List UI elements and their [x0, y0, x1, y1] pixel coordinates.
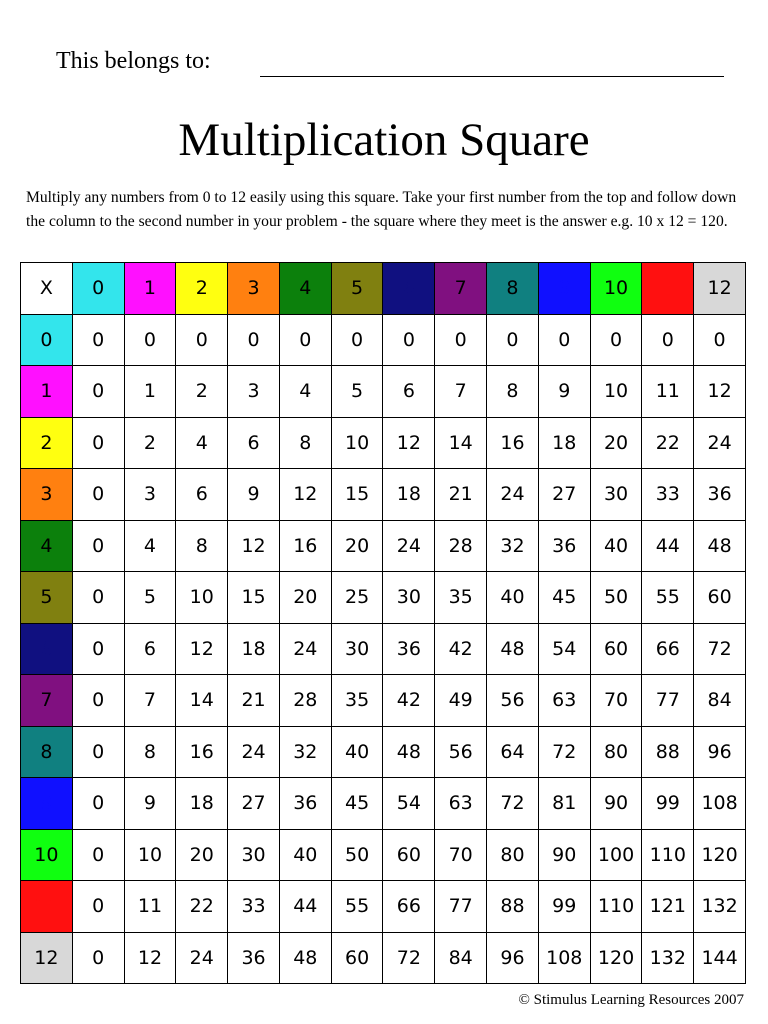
row-header-0: 0 [21, 315, 73, 367]
product-cell: 8 [125, 727, 177, 779]
product-cell: 70 [591, 675, 643, 727]
product-cell: 110 [591, 881, 643, 933]
product-cell: 120 [694, 830, 746, 882]
product-cell: 24 [383, 521, 435, 573]
product-cell: 72 [694, 624, 746, 676]
product-cell: 12 [125, 933, 177, 985]
column-header-10: 10 [591, 263, 643, 315]
product-cell: 50 [332, 830, 384, 882]
product-cell: 66 [642, 624, 694, 676]
product-cell: 24 [280, 624, 332, 676]
product-cell: 24 [176, 933, 228, 985]
product-cell: 40 [280, 830, 332, 882]
product-cell: 84 [694, 675, 746, 727]
name-line[interactable] [260, 76, 724, 77]
product-cell: 2 [176, 366, 228, 418]
product-cell: 4 [125, 521, 177, 573]
product-cell: 45 [539, 572, 591, 624]
product-cell: 0 [73, 366, 125, 418]
product-cell: 54 [383, 778, 435, 830]
product-cell: 42 [435, 624, 487, 676]
product-cell: 48 [694, 521, 746, 573]
product-cell: 0 [280, 315, 332, 367]
product-cell: 0 [642, 315, 694, 367]
product-cell: 132 [642, 933, 694, 985]
product-cell: 96 [694, 727, 746, 779]
product-cell: 21 [228, 675, 280, 727]
product-cell: 9 [228, 469, 280, 521]
column-header-1: 1 [125, 263, 177, 315]
product-cell: 81 [539, 778, 591, 830]
product-cell: 36 [383, 624, 435, 676]
product-cell: 70 [435, 830, 487, 882]
product-cell: 44 [280, 881, 332, 933]
product-cell: 0 [228, 315, 280, 367]
product-cell: 24 [228, 727, 280, 779]
product-cell: 16 [176, 727, 228, 779]
product-cell: 72 [539, 727, 591, 779]
product-cell: 0 [435, 315, 487, 367]
product-cell: 8 [176, 521, 228, 573]
column-header-9: 9 [539, 263, 591, 315]
product-cell: 77 [435, 881, 487, 933]
product-cell: 0 [73, 727, 125, 779]
product-cell: 18 [539, 418, 591, 470]
product-cell: 42 [383, 675, 435, 727]
product-cell: 4 [176, 418, 228, 470]
product-cell: 16 [487, 418, 539, 470]
product-cell: 0 [487, 315, 539, 367]
product-cell: 99 [539, 881, 591, 933]
product-cell: 10 [176, 572, 228, 624]
product-cell: 63 [435, 778, 487, 830]
product-cell: 1 [125, 366, 177, 418]
product-cell: 30 [591, 469, 643, 521]
product-cell: 0 [73, 675, 125, 727]
product-cell: 72 [383, 933, 435, 985]
product-cell: 84 [435, 933, 487, 985]
product-cell: 48 [487, 624, 539, 676]
product-cell: 12 [176, 624, 228, 676]
product-cell: 50 [591, 572, 643, 624]
product-cell: 120 [591, 933, 643, 985]
product-cell: 0 [125, 315, 177, 367]
product-cell: 5 [125, 572, 177, 624]
product-cell: 22 [642, 418, 694, 470]
product-cell: 25 [332, 572, 384, 624]
column-header-8: 8 [487, 263, 539, 315]
product-cell: 0 [73, 778, 125, 830]
product-cell: 40 [487, 572, 539, 624]
product-cell: 45 [332, 778, 384, 830]
product-cell: 27 [539, 469, 591, 521]
product-cell: 100 [591, 830, 643, 882]
product-cell: 9 [125, 778, 177, 830]
product-cell: 55 [642, 572, 694, 624]
product-cell: 22 [176, 881, 228, 933]
product-cell: 0 [73, 933, 125, 985]
product-cell: 63 [539, 675, 591, 727]
product-cell: 64 [487, 727, 539, 779]
product-cell: 11 [125, 881, 177, 933]
product-cell: 48 [280, 933, 332, 985]
product-cell: 8 [487, 366, 539, 418]
row-header-7: 7 [21, 675, 73, 727]
product-cell: 0 [332, 315, 384, 367]
product-cell: 0 [73, 572, 125, 624]
row-header-12: 12 [21, 933, 73, 985]
product-cell: 24 [487, 469, 539, 521]
product-cell: 132 [694, 881, 746, 933]
column-header-2: 2 [176, 263, 228, 315]
row-header-9: 9 [21, 778, 73, 830]
product-cell: 2 [125, 418, 177, 470]
column-header-5: 5 [332, 263, 384, 315]
product-cell: 121 [642, 881, 694, 933]
product-cell: 15 [228, 572, 280, 624]
product-cell: 18 [176, 778, 228, 830]
product-cell: 72 [487, 778, 539, 830]
product-cell: 30 [383, 572, 435, 624]
product-cell: 7 [125, 675, 177, 727]
product-cell: 36 [280, 778, 332, 830]
product-cell: 48 [383, 727, 435, 779]
row-header-4: 4 [21, 521, 73, 573]
product-cell: 20 [280, 572, 332, 624]
row-header-11: 11 [21, 881, 73, 933]
product-cell: 108 [694, 778, 746, 830]
product-cell: 60 [332, 933, 384, 985]
product-cell: 6 [383, 366, 435, 418]
column-header-3: 3 [228, 263, 280, 315]
product-cell: 144 [694, 933, 746, 985]
product-cell: 88 [642, 727, 694, 779]
product-cell: 21 [435, 469, 487, 521]
product-cell: 0 [73, 315, 125, 367]
multiplication-grid [20, 262, 746, 984]
product-cell: 0 [73, 624, 125, 676]
column-header-11: 11 [642, 263, 694, 315]
product-cell: 40 [591, 521, 643, 573]
product-cell: 6 [228, 418, 280, 470]
product-cell: 66 [383, 881, 435, 933]
product-cell: 90 [591, 778, 643, 830]
product-cell: 16 [280, 521, 332, 573]
product-cell: 49 [435, 675, 487, 727]
product-cell: 12 [383, 418, 435, 470]
product-cell: 36 [694, 469, 746, 521]
product-cell: 35 [435, 572, 487, 624]
product-cell: 3 [228, 366, 280, 418]
corner-cell: X [21, 263, 73, 315]
product-cell: 99 [642, 778, 694, 830]
product-cell: 90 [539, 830, 591, 882]
copyright-footer: © Stimulus Learning Resources 2007 [518, 992, 744, 1008]
product-cell: 18 [383, 469, 435, 521]
product-cell: 33 [642, 469, 694, 521]
product-cell: 60 [694, 572, 746, 624]
product-cell: 108 [539, 933, 591, 985]
product-cell: 110 [642, 830, 694, 882]
product-cell: 60 [591, 624, 643, 676]
product-cell: 14 [176, 675, 228, 727]
product-cell: 30 [332, 624, 384, 676]
belongs-to-label: This belongs to: [56, 48, 211, 74]
product-cell: 32 [487, 521, 539, 573]
product-cell: 8 [280, 418, 332, 470]
product-cell: 36 [228, 933, 280, 985]
column-header-0: 0 [73, 263, 125, 315]
product-cell: 15 [332, 469, 384, 521]
column-header-6: 6 [383, 263, 435, 315]
product-cell: 10 [332, 418, 384, 470]
product-cell: 40 [332, 727, 384, 779]
product-cell: 28 [280, 675, 332, 727]
product-cell: 20 [332, 521, 384, 573]
product-cell: 0 [383, 315, 435, 367]
product-cell: 0 [73, 418, 125, 470]
product-cell: 96 [487, 933, 539, 985]
product-cell: 80 [591, 727, 643, 779]
product-cell: 27 [228, 778, 280, 830]
product-cell: 28 [435, 521, 487, 573]
product-cell: 9 [539, 366, 591, 418]
product-cell: 10 [591, 366, 643, 418]
product-cell: 0 [694, 315, 746, 367]
row-header-8: 8 [21, 727, 73, 779]
page-title: Multiplication Square [178, 114, 590, 166]
product-cell: 0 [539, 315, 591, 367]
row-header-2: 2 [21, 418, 73, 470]
row-header-3: 3 [21, 469, 73, 521]
product-cell: 33 [228, 881, 280, 933]
product-cell: 3 [125, 469, 177, 521]
product-cell: 12 [228, 521, 280, 573]
product-cell: 0 [73, 469, 125, 521]
product-cell: 88 [487, 881, 539, 933]
row-header-5: 5 [21, 572, 73, 624]
product-cell: 4 [280, 366, 332, 418]
product-cell: 56 [435, 727, 487, 779]
product-cell: 14 [435, 418, 487, 470]
product-cell: 11 [642, 366, 694, 418]
column-header-12: 12 [694, 263, 746, 315]
product-cell: 36 [539, 521, 591, 573]
product-cell: 80 [487, 830, 539, 882]
product-cell: 6 [176, 469, 228, 521]
product-cell: 77 [642, 675, 694, 727]
product-cell: 0 [73, 521, 125, 573]
product-cell: 56 [487, 675, 539, 727]
product-cell: 0 [176, 315, 228, 367]
product-cell: 0 [73, 830, 125, 882]
product-cell: 5 [332, 366, 384, 418]
product-cell: 6 [125, 624, 177, 676]
product-cell: 0 [591, 315, 643, 367]
product-cell: 54 [539, 624, 591, 676]
product-cell: 20 [176, 830, 228, 882]
product-cell: 12 [694, 366, 746, 418]
product-cell: 7 [435, 366, 487, 418]
instructions-text: Multiply any numbers from 0 to 12 easily using this square. Take your first number from the top and follow down the column to the second number in your problem - the square where they meet is the answer e.g. 10 x 12 = 120. [26, 189, 737, 230]
column-header-7: 7 [435, 263, 487, 315]
product-cell: 10 [125, 830, 177, 882]
product-cell: 0 [73, 881, 125, 933]
product-cell: 32 [280, 727, 332, 779]
row-header-6: 6 [21, 624, 73, 676]
product-cell: 30 [228, 830, 280, 882]
product-cell: 18 [228, 624, 280, 676]
row-header-10: 10 [21, 830, 73, 882]
column-header-4: 4 [280, 263, 332, 315]
product-cell: 60 [383, 830, 435, 882]
product-cell: 24 [694, 418, 746, 470]
product-cell: 12 [280, 469, 332, 521]
product-cell: 20 [591, 418, 643, 470]
row-header-1: 1 [21, 366, 73, 418]
product-cell: 44 [642, 521, 694, 573]
product-cell: 35 [332, 675, 384, 727]
product-cell: 55 [332, 881, 384, 933]
